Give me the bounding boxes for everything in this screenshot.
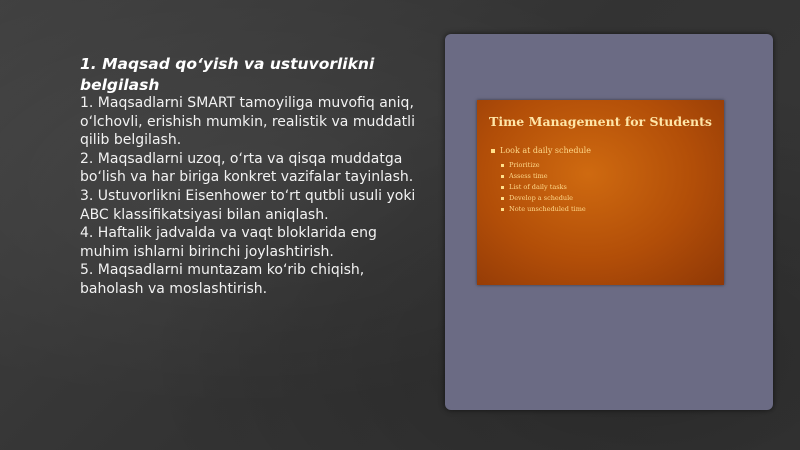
- point-item: 5. Maqsadlarni muntazam ko‘rib chiqish, baholash va moslashtirish.: [80, 262, 365, 297]
- embedded-sub-item: [501, 204, 586, 215]
- embedded-main-bullet-text: Look at daily schedule: [500, 146, 591, 155]
- square-bullet-icon: [501, 197, 504, 200]
- embedded-sub-list: [501, 160, 586, 215]
- point-item: 3. Ustuvorlikni Eisenhower to‘rt qutbli usuli yoki ABC klassifikatsiyasi bilan aniqlash.: [80, 187, 416, 223]
- embedded-sub-item-text: Note unscheduled time: [509, 205, 586, 213]
- square-bullet-icon: [501, 186, 504, 189]
- embedded-main-bullet: [491, 146, 591, 155]
- slide-heading: 1. Maqsad qo‘yish va ustuvorlikni belgilash: [80, 55, 375, 94]
- embedded-sub-item: [501, 193, 586, 204]
- point-item: 4. Haftalik jadvalda va vaqt bloklarida eng muhim ishlarni birinchi joylashtirish.: [80, 225, 377, 260]
- embedded-sub-item-text: Develop a schedule: [509, 194, 574, 202]
- square-bullet-icon: [501, 175, 504, 178]
- embedded-sub-item: [501, 160, 586, 171]
- point-item: 1. Maqsadlarni SMART tamoyiliga muvofiq aniq, o‘lchovli, erishish mumkin, realistik va muddatli qilib belgilash.: [80, 95, 415, 149]
- embedded-sub-item-text: Assess time: [509, 172, 548, 180]
- square-bullet-icon: [501, 208, 504, 211]
- square-bullet-icon: [501, 164, 504, 167]
- embedded-sub-item: [501, 182, 586, 193]
- embedded-slide-image: [477, 100, 724, 285]
- points-list: [80, 94, 425, 299]
- embedded-sub-item-text: Prioritize: [509, 161, 540, 169]
- point-item: 2. Maqsadlarni uzoq, o‘rta va qisqa muddatga bo‘lish va har biriga konkret vazifalar tayinlash.: [80, 150, 414, 186]
- square-bullet-icon: [491, 149, 495, 153]
- embedded-slide-title: Time Management for Students: [489, 114, 712, 129]
- embedded-sub-item-text: List of daily tasks: [509, 183, 567, 191]
- embedded-sub-item: [501, 171, 586, 182]
